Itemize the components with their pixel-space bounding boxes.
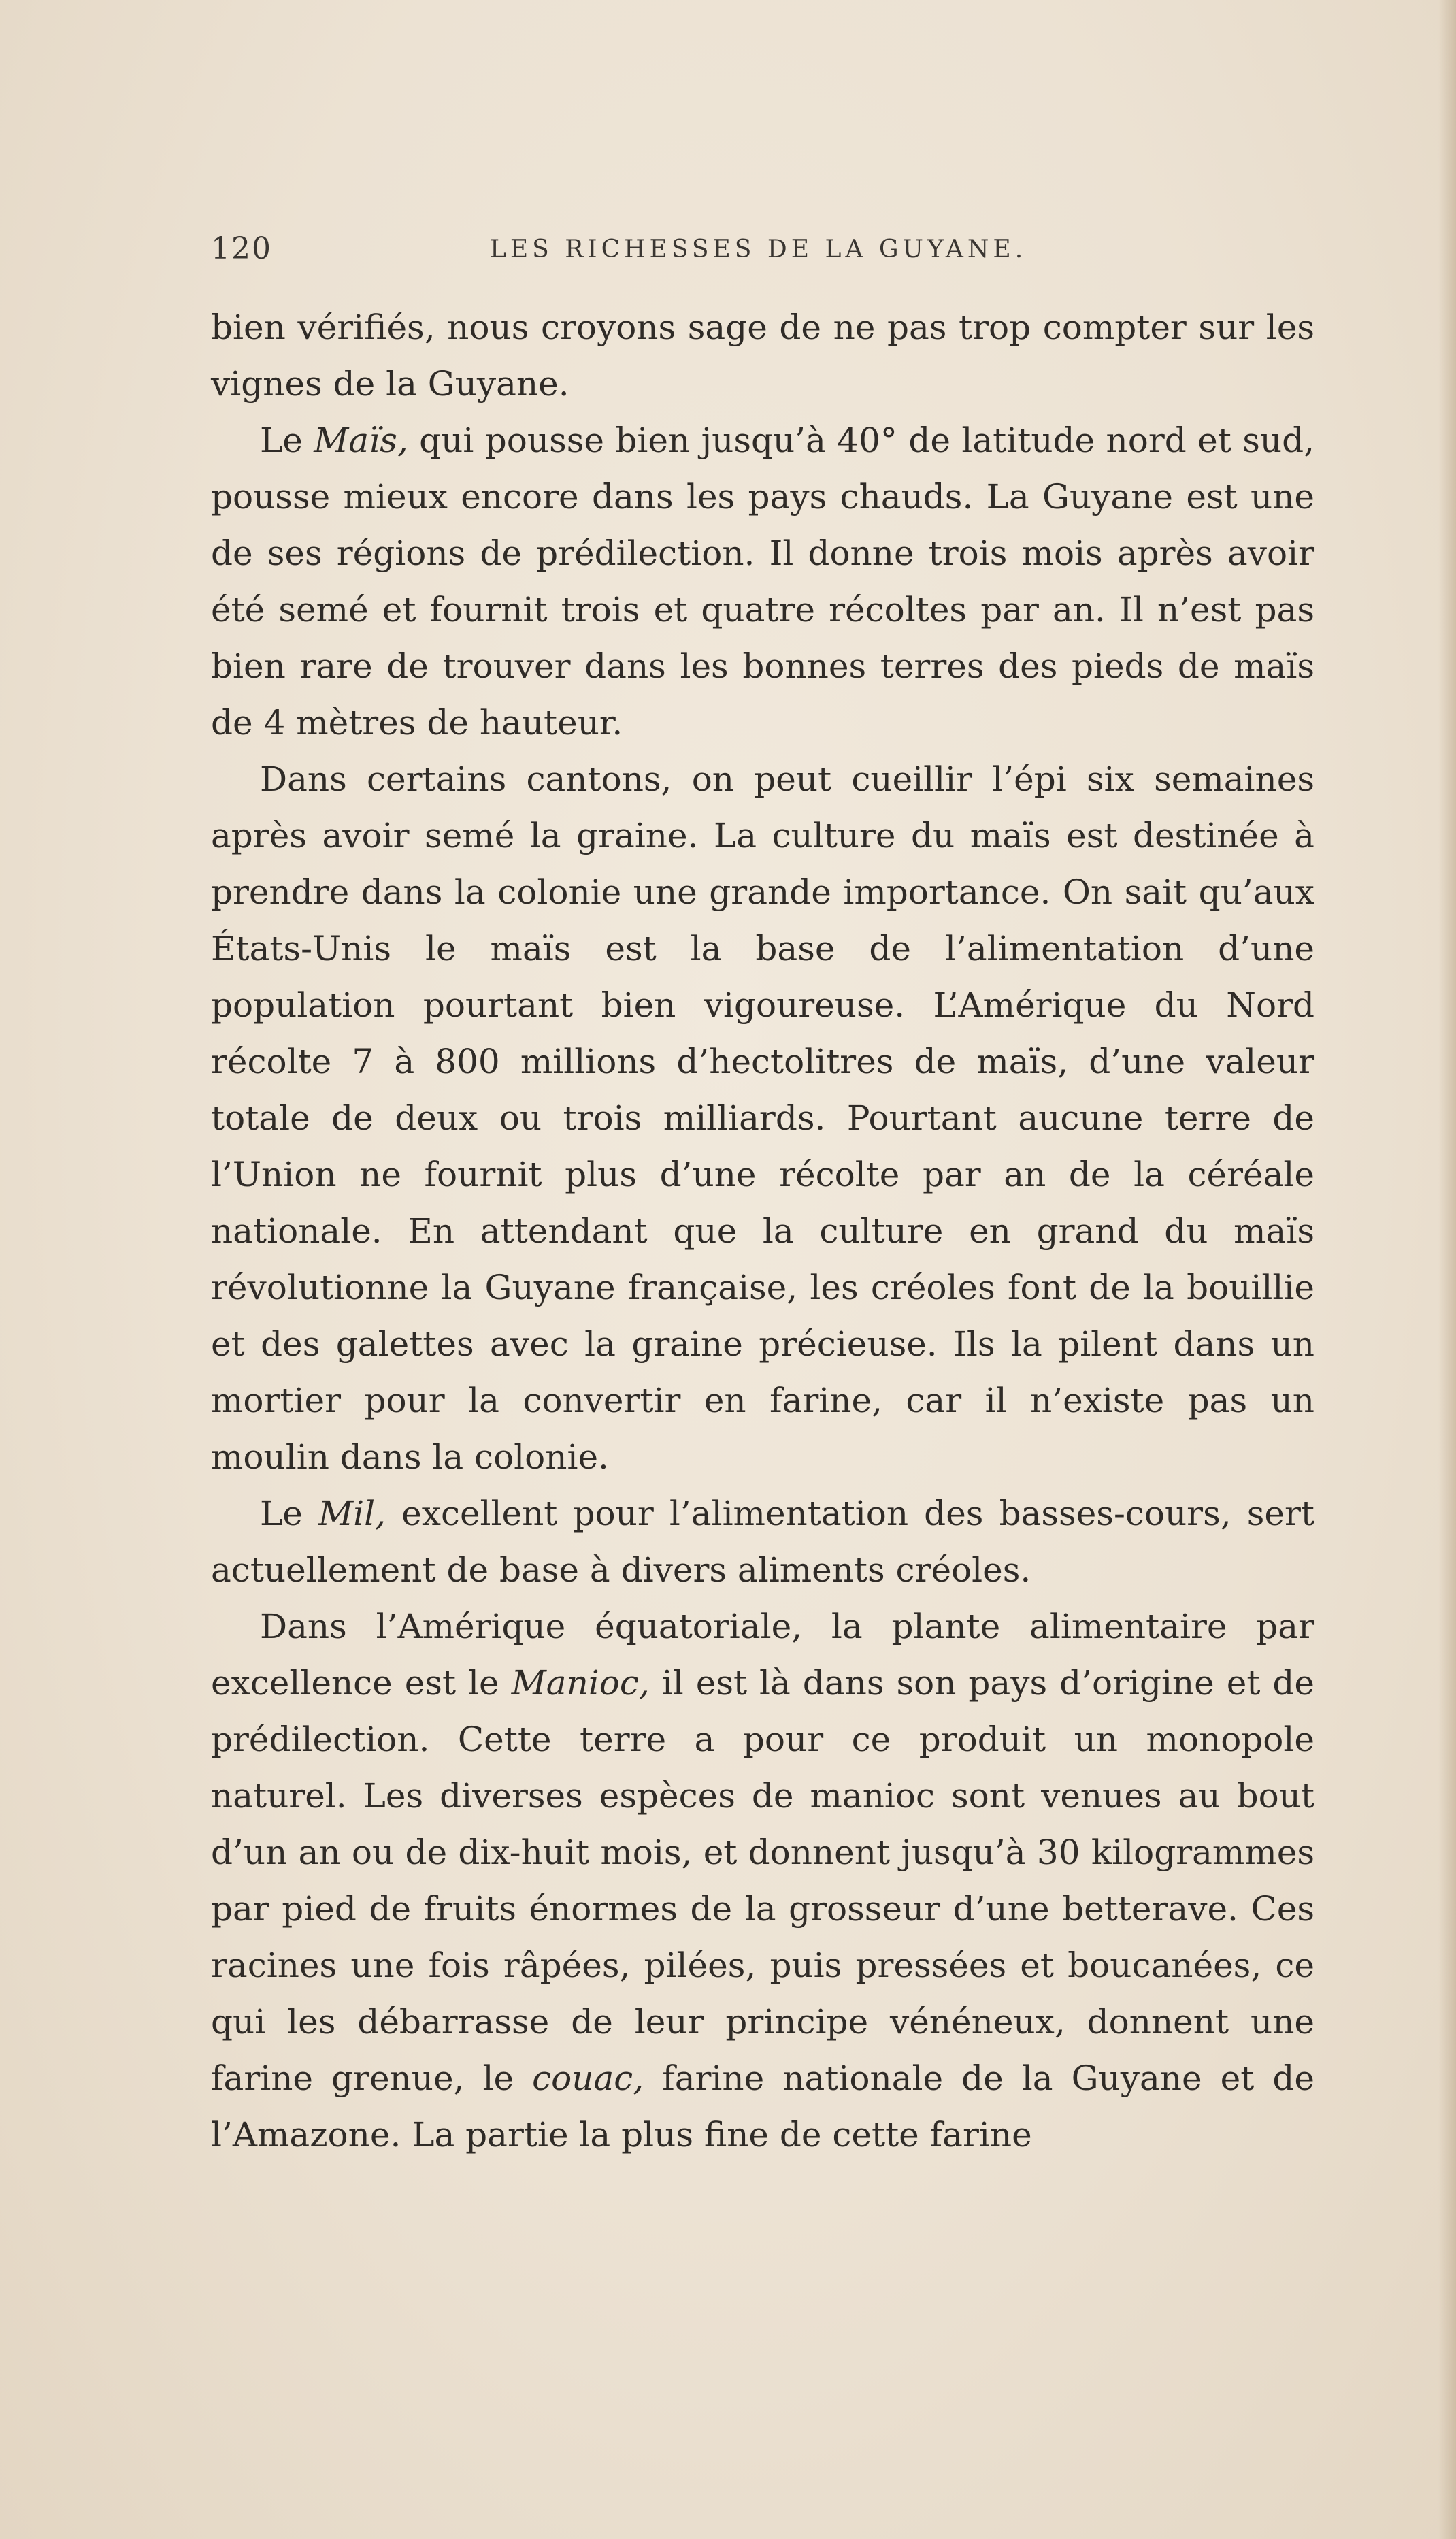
body-text [211,299,1314,2163]
running-title: LES RICHESSES DE LA GUYANE. [490,235,1027,263]
page-header [211,231,1314,272]
page-number: 120 [211,231,272,266]
term-mil: Mil, [318,1494,386,1533]
term-manioc: Manioc, [511,1663,650,1703]
paragraph-mais: Le Maïs, qui pousse bien jusqu’à 40° de latitude nord et sud, pousse mieux encore dans les pays chauds. La Guyane est une de ses régions de prédilection. Il donne trois mois après avoir été semé et fournit trois et quatre récoltes par an. Il n’est pas bien rare de trouver dans les bonnes terres des pieds de maïs de 4 mètres de hauteur. [211,421,1314,742]
paragraph-mil: Le Mil, excellent pour l’alimentation des basses-cours, sert actuellement de base à divers aliments créoles. [211,1494,1314,1590]
paragraph-cantons: Dans certains cantons, on peut cueillir l’épi six semaines après avoir semé la graine. La culture du maïs est destinée à prendre dans la colonie une grande importance. On sait qu’aux États-Unis le maïs est la base de l’alimentation d’une population pourtant bien vigoureuse. L’Amérique du Nord récolte 7 à 800 millions d’hectolitres de maïs, d’une valeur totale de deux ou trois milliards. Pourtant aucune terre de l’Union ne fournit plus d’une récolte par an de la céréale nationale. En attendant que la culture en grand du maïs révolutionne la Guyane française, les créoles font de la bouillie et des galettes avec la graine précieuse. Ils la pilent dans un mortier pour la convertir en farine, car il n’existe pas un moulin dans la colonie. [211,759,1314,1477]
page-edge [1438,0,1456,2539]
term-couac: couac, [532,2059,644,2098]
paragraph-vignes: bien vérifiés, nous croyons sage de ne pas trop compter sur les vignes de la Guyane. [211,308,1314,404]
paragraph-manioc: Dans l’Amérique équatoriale, la plante alimentaire par excellence est le Manioc, il est là dans son pays d’origine et de prédilection. Cette terre a pour ce produit un monopole naturel. Les diverses espèces de manioc sont venues au bout d’un an ou de dix-huit mois, et donnent jusqu’à 30 kilogrammes par pied de fruits énormes de la grosseur d’une betterave. Ces racines une fois râpées, pilées, puis pressées et boucanées, ce qui les débarrasse de leur principe vénéneux, donnent une farine grenue, le couac, farine nationale de la Guyane et de l’Amazone. La partie la plus fine de cette farine [211,1607,1314,2155]
term-mais: Maïs, [314,421,408,460]
